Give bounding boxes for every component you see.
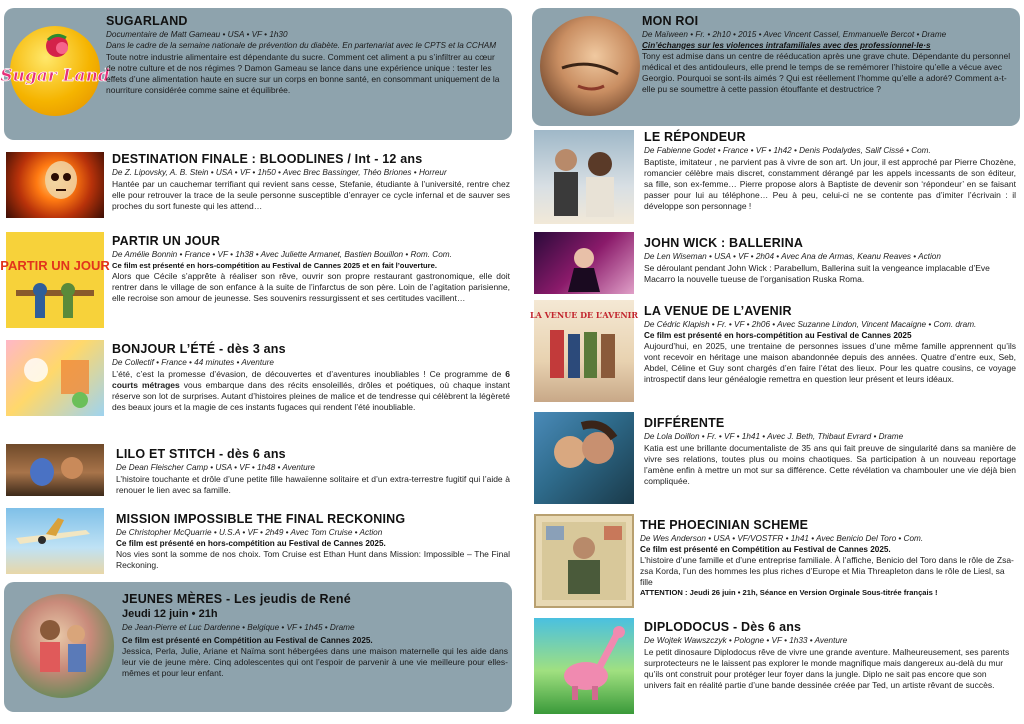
film-synopsis: Aujourd’hui, en 2025, une trentaine de personnes issues d’une même famille apprennent qu’ils vont recevoir en héritage une maison abandonnée depuis des années. Quatre d’entre eux, Seb, Abdel, Céline et Guy sont chargés d’en faire l’état des lieux. Pour les quatre cousins, ce voyage introspectif dans leur généalogie remettra en question leur présent et leurs idéaux. (644, 341, 1016, 384)
destination-finale-poster (6, 152, 104, 218)
mission-impossible-poster (6, 508, 104, 574)
film-title: MON ROI (642, 14, 699, 28)
film-john-wick-ballerina (532, 230, 1020, 298)
film-jeunes-meres (4, 582, 512, 712)
film-mon-roi (532, 8, 1020, 126)
sugarland-poster-logo: Sugar Land (0, 66, 110, 86)
film-cannes-note: Ce film est présenté en Compétition au Festival de Cannes 2025. (640, 544, 891, 554)
film-title: DESTINATION FINALE : BLOODLINES / Int - 12 ans (112, 152, 423, 166)
film-le-repondeur (532, 128, 1020, 230)
film-title: MISSION IMPOSSIBLE THE FINAL RECKONING (116, 512, 406, 526)
film-title: DIFFÉRENTE (644, 416, 725, 430)
film-title: JEUNES MÈRES - Les jeudis de René (122, 592, 351, 606)
film-credits: De Wojtek Wawszczyk • Pologne • VF • 1h33 • Aventure (644, 636, 848, 645)
partir-un-jour-poster-title: PARTIR UN JOUR (0, 258, 110, 273)
film-cannes-note: Ce film est présenté en hors-compétition au Festival de Cannes 2025. (116, 538, 386, 548)
film-synopsis: L’histoire d’une famille et d’une entreprise familiale. À l’affiche, Benicio del Toro dans le rôle de Zsa-zsa Korda, l’un des hommes les plus riches d’Europe et Mia Threapleton dans le rôle de Liesl, sa fille (640, 555, 1014, 587)
film-credits: De Lola Doillon • Fr. • VF • 1h41 • Avec J. Beth, Thibaut Evrard • Drame (644, 432, 904, 441)
film-title: LE RÉPONDEUR (644, 130, 746, 144)
film-synopsis: Tony est admise dans un centre de rééducation après une grave chute. Dépendante du personnel médical et des antidouleurs, elle prend le temps de se remémorer l’histoire qu’elle a vécue avec Georgio. Pourquoi se sont-ils aimés ? Qui est réellement l’homme qu’elle a adoré? Comment a-t-elle pu se soumettre à cette passion étouffante et destructrice ? (642, 51, 1011, 94)
film-credits: De Christopher McQuarrie • U.S.A • VF • 2h49 • Avec Tom Cruise • Action (116, 528, 383, 537)
film-credits: De Collectif • France • 44 minutes • Aventure (112, 358, 274, 367)
film-title: DIPLODOCUS - Dès 6 ans (644, 620, 802, 634)
differente-poster (534, 412, 634, 504)
film-synopsis: Se déroulant pendant John Wick : Parabellum, Ballerina suit la vengeance implacable d’Eve Macarro la nouvelle tueuse de l’organisation Ruska Roma. (644, 262, 990, 284)
film-cannes-note: Ce film est présenté en Compétition au Festival de Cannes 2025. (122, 635, 373, 645)
screening-date: Jeudi 12 juin • 21h (122, 608, 218, 620)
film-la-venue-de-l-avenir (529, 298, 1020, 410)
lilo-et-stitch-poster (6, 444, 104, 496)
film-sugarland (0, 8, 512, 140)
partir-un-jour-poster (0, 232, 110, 328)
mon-roi-poster (540, 16, 640, 116)
film-synopsis: Alors que Cécile s’apprête à réaliser son rêve, ouvrir son propre restaurant gastronomique, elle doit rentrer dans le village de son enfance à la suite de l’infarctus de son père. Loin de l’agitation parisienne, elle recroise son amour de jeunesse. Ses souvenirs ressurgissent et ses certitudes vacillent… (112, 271, 510, 303)
film-title: SUGARLAND (106, 14, 188, 28)
film-title: PARTIR UN JOUR (112, 234, 221, 248)
film-synopsis: L’histoire touchante et drôle d’une petite fille hawaïenne solitaire et d’un extra-terrestre fugitif qui l’aide à renouer le lien avec sa famille. (116, 473, 510, 495)
film-the-phoecinian-scheme (532, 512, 1020, 616)
film-title: BONJOUR L’ÉTÉ - dès 3 ans (112, 342, 286, 356)
film-lilo-et-stitch (4, 442, 512, 504)
john-wick-ballerina-poster (534, 232, 634, 294)
film-credits: Documentaire de Matt Gameau • USA • VF • 1h30 (106, 30, 288, 39)
film-credits: De Maïween • Fr. • 2h10 • 2015 • Avec Vincent Cassel, Emmanuelle Bercot • Drame (642, 30, 947, 39)
film-synopsis: Hantée par un cauchemar terrifiant qui revient sans cesse, Stefanie, étudiante à l’université, rentre chez elle pour retrouver la trace de la seule personne susceptible d’enrayer ce cycle infernal et de sauver ses proches du sort funeste qui les attend… (112, 178, 510, 211)
film-synopsis: Toute notre industrie alimentaire est dépendante du sucre. Comment cet aliment a pu s’infiltrer au cœur de notre culture et de nos régimes ? Damon Gameau se lance dans une expérience unique : tester les effets d’une alimentation haute en sucre sur un corps en bonne santé, en consommant uniquement de la nourriture considérée comme saine et équilibrée. (106, 52, 500, 95)
synopsis-part: vous embarque dans des récits ensoleillés, drôles et poétiques, où chaque instant réserve son lot de surprises. Autant d’histoires pleines de malice et de tendresse qui célèbrent la légèreté des beaux jours et la magie de ces instants fugaces qui rendent l’été inoubliable. (112, 379, 510, 412)
film-credits: De Len Wiseman • USA • VF • 2h04 • Avec Ana de Armas, Keanu Reaves • Action (644, 252, 941, 261)
film-credits: De Wes Anderson • USA • VF/VOSTFR • 1h41 • Avec Benicio Del Toro • Com. (640, 534, 924, 543)
film-synopsis: Le petit dinosaure Diplodocus rêve de vivre une grande aventure. Malheureusement, ses parents surprotecteurs ne le laissent pas explorer le monde magnifique mais dangereux au-delà du mur qu’ils ont construit pour protéger leur foyer dans la jungle. Diplo ne sait pas encore que son univers fait en réalité partie d’une bande dessinée créée par Ted, un artiste rêvant de succès. (644, 646, 1010, 690)
la-venue-de-l-avenir-poster (529, 300, 639, 402)
film-bonjour-l-ete (4, 338, 512, 436)
sugarland-poster (0, 26, 110, 116)
film-title: JOHN WICK : BALLERINA (644, 236, 804, 250)
synopsis-highlight: 6 courts métrages (112, 368, 510, 390)
film-differente (532, 412, 1020, 508)
film-synopsis: Baptiste, imitateur , ne parvient pas à vivre de son art. Un jour, il est approché par Pierre Chozène, romancier célèbre mais discret, constamment dérangé par les appels incessants de son éditeur, sa fille, son ex-femme… Pierre propose alors à Baptiste de devenir son ‘répondeur’ en se faisant passer pour lui au téléphone… Peu à peu, celui-ci ne se contente pas d’imiter l’écrivain : il développe son personnage ! (644, 156, 1016, 211)
synopsis-part: L’été, c’est la promesse d’évasion, de découvertes et d’aventures inoubliables ! Ce programme de (112, 368, 506, 379)
film-credits: De Z. Lipovsky, A. B. Stein • USA • VF • 1h50 • Avec Brec Bassinger, Théo Briones • Horreur (112, 168, 447, 177)
film-diplodocus (532, 616, 1020, 720)
film-title: THE PHOECINIAN SCHEME (640, 518, 809, 532)
film-title: LA VENUE DE L’AVENIR (644, 304, 792, 318)
film-credits: De Jean-Pierre et Luc Dardenne • Belgique • VF • 1h45 • Drame (122, 623, 355, 632)
jeunes-meres-poster (10, 594, 114, 698)
la-venue-poster-title: LA VENUE DE L’AVENIR (529, 310, 639, 320)
film-title: LILO ET STITCH - dès 6 ans (116, 447, 286, 461)
film-credits: De Fabienne Godet • France • VF • 1h42 • Denis Podalydes, Salif Cissé • Com. (644, 146, 931, 155)
film-synopsis: Jessica, Perla, Julie, Ariane et Naïma sont hébergées dans une maison maternelle qui les aide dans leur vie de jeune mère. Cinq adolescentes qui ont l’espoir de parvenir à une vie meilleure pour elles-mêmes et pour leur enfant. (122, 646, 508, 678)
bonjour-l-ete-poster (6, 340, 104, 416)
film-credits: De Amélie Bonnin • France • VF • 1h38 • Avec Juliette Armanet, Bastien Bouillon • Rom. Com. (112, 250, 452, 259)
film-synopsis: Katia est une brillante documentaliste de 35 ans qui fait preuve de singularité dans sa manière de vivre ses relations, toutes plus ou moins chaotiques. Sa participation à un nouveau reportage l’amène enfin à mettre un mot sur sa différence. Cette révélation va chambouler une vie déjà bien compliquée. (644, 442, 1016, 486)
film-destination-finale (4, 150, 512, 226)
film-event-note: Cin’échanges sur les violences intrafamiliales avec des professionnel·le·s (642, 40, 931, 50)
film-credits: De Dean Fleischer Camp • USA • VF • 1h48 • Aventure (116, 463, 315, 472)
film-mission-impossible (4, 504, 512, 578)
film-credits: De Cédric Klapish • Fr. • VF • 2h06 • Avec Suzanne Lindon, Vincent Macaigne • Com. dram. (644, 320, 977, 329)
film-synopsis: Nos vies sont la somme de nos choix. Tom Cruise est Ethan Hunt dans Mission: Impossible – The Final Reckoning. (116, 549, 510, 570)
screening-attention-note: ATTENTION : Jeudi 26 juin • 21h, Séance en Version Orginale Sous-titrée français ! (640, 588, 938, 597)
film-partnership: Dans le cadre de la semaine nationale de prévention du diabète. En partenariat avec le CPTS et la CCHAM (106, 40, 497, 50)
le-repondeur-poster (534, 130, 634, 224)
diplodocus-poster (534, 618, 634, 714)
film-synopsis (112, 369, 510, 413)
film-partir-un-jour (0, 230, 512, 334)
the-phoecinian-scheme-poster (534, 514, 634, 608)
film-cannes-note: Ce film est présenté en hors-compétition au Festival de Cannes 2025 et en fait l’ouverture. (112, 260, 437, 270)
film-cannes-note: Ce film est présenté en hors-compétition au Festival de Cannes 2025 (644, 330, 912, 340)
